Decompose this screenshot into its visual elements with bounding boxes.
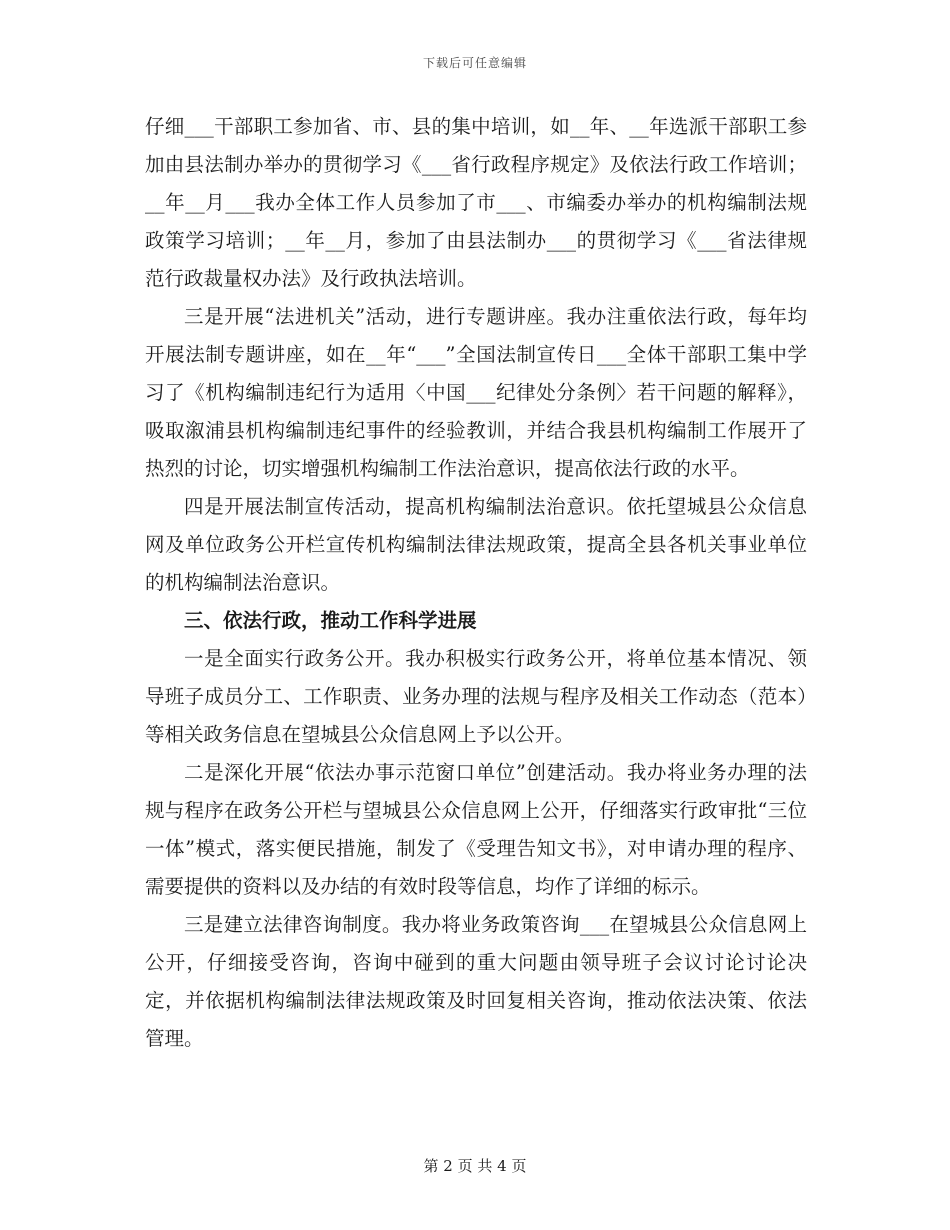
paragraph-legal-consultation: 三是建立法律咨询制度。我办将业务政策咨询___在望城县公众信息网上公开，仔细接受咨询，咨询中碰到的重大问题由领导班子会议讨论讨论决定，并依据机构编制法律法规政策及时回复相关咨询，推动依法决策、依法管理。	[145, 913, 807, 1050]
section-heading: 三、依法行政，推动工作科学进展	[184, 609, 477, 632]
paragraph-publicity: 四是开展法制宣传活动，提高机构编制法治意识。依托望城县公众信息网及单位政务公开栏宣传机构编制法律法规政策，提高全县各机关事业单位的机构编制法治意识。	[145, 495, 807, 594]
page-footer: 第 2 页 共 4 页	[423, 1157, 527, 1175]
paragraph-open-government: 一是全面实行政务公开。我办积极实行政务公开，将单位基本情况、领导班子成员分工、工作职责、业务办理的法规与程序及相关工作动态（范本）等相关政务信息在望城县公众信息网上予以公开。	[145, 647, 807, 746]
paragraph-continuation: 仔细___干部职工参加省、市、县的集中培训，如__年、__年选派干部职工参加由县法制办举办的贯彻学习《___省行政程序规定》及依法行政工作培训；__年__月___我办全体工作人员参加了市___、市编委办举办的机构编制法规政策学习培训；__年__月，参加了由县法制办___的贯彻学习《___省法律规范行政裁量权办法》及行政执法培训。	[145, 115, 807, 290]
document-body	[145, 108, 807, 1058]
paragraph-demo-window: 二是深化开展“依法办事示范窗口单位”创建活动。我办将业务办理的法规与程序在政务公开栏与望城县公众信息网上公开，仔细落实行政审批“三位一体”模式，落实便民措施，制发了《受理告知文书》，对申请办理的程序、需要提供的资料以及办结的有效时段等信息，均作了详细的标示。	[145, 761, 807, 898]
page-header: 下载后可任意编辑	[422, 56, 527, 70]
paragraph-lecture: 三是开展“法进机关”活动，进行专题讲座。我办注重依法行政，每年均开展法制专题讲座，如在__年“___”全国法制宣传日___全体干部职工集中学习了《机构编制违纪行为适用〈中国___纪律处分条例〉若干问题的解释》，吸取溆浦县机构编制违纪事件的经验教训，并结合我县机构编制工作展开了热烈的讨论，切实增强机构编制工作法治意识，提高依法行政的水平。	[145, 305, 807, 480]
